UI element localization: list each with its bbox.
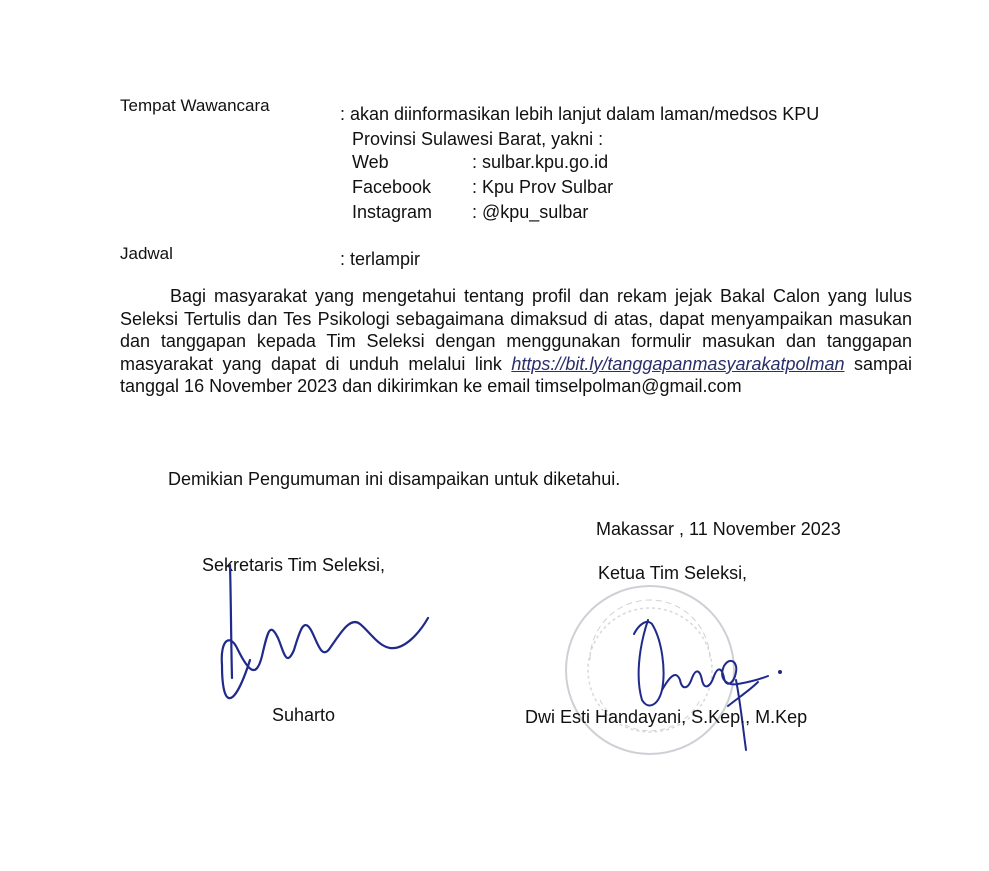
channel-facebook-name: Facebook <box>352 177 432 197</box>
interview-text-line1: : akan diinformasikan lebih lanjut dalam laman/medsos KPU <box>340 104 820 124</box>
paragraph-part1: Bagi masyarakat yang mengetahui tentang profil dan rekam jejak Bakal Calon yang lulus Seleksi Tertulis dan Tes Psikologi sebagaimana dimaksud di atas, dapat menyampaikan masukan dan tanggapan kepada Tim Seleksi dengan menggunakan formulir masukan dan tanggapan masyarakat yang dapat di unduh melalui link <box>120 286 912 374</box>
right-signature-icon <box>618 610 788 760</box>
right-signatory-name: Dwi Esti Handayani, S.Kep., M.Kep <box>525 707 808 727</box>
announcement-paragraph <box>120 285 912 398</box>
interview-text-line2: Provinsi Sulawesi Barat, yakni : <box>352 129 604 149</box>
left-signature-icon <box>200 560 440 720</box>
channel-instagram-value: : @kpu_sulbar <box>472 202 589 222</box>
channel-facebook-value: : Kpu Prov Sulbar <box>472 177 614 197</box>
interview-label: Tempat Wawancara <box>120 96 270 115</box>
place-date: Makassar , 11 November 2023 <box>596 519 841 539</box>
channel-web-value: : sulbar.kpu.go.id <box>472 152 609 172</box>
channel-instagram-name: Instagram <box>352 202 433 222</box>
left-signatory-name: Suharto <box>272 705 336 725</box>
schedule-label: Jadwal <box>120 244 173 263</box>
schedule-value: : terlampir <box>340 249 421 269</box>
channel-web-name: Web <box>352 152 389 172</box>
form-link[interactable]: https://bit.ly/tanggapanmasyarakatpolman <box>511 353 845 374</box>
right-signatory-title: Ketua Tim Seleksi, <box>598 563 748 583</box>
paragraph-part2: sampai tanggal 16 November 2023 dan dikirimkan ke email timselpolman@gmail.com <box>120 353 912 396</box>
closing-text: Demikian Pengumuman ini disampaikan untuk diketahui. <box>168 469 621 489</box>
left-signatory-title: Sekretaris Tim Seleksi, <box>202 555 386 575</box>
